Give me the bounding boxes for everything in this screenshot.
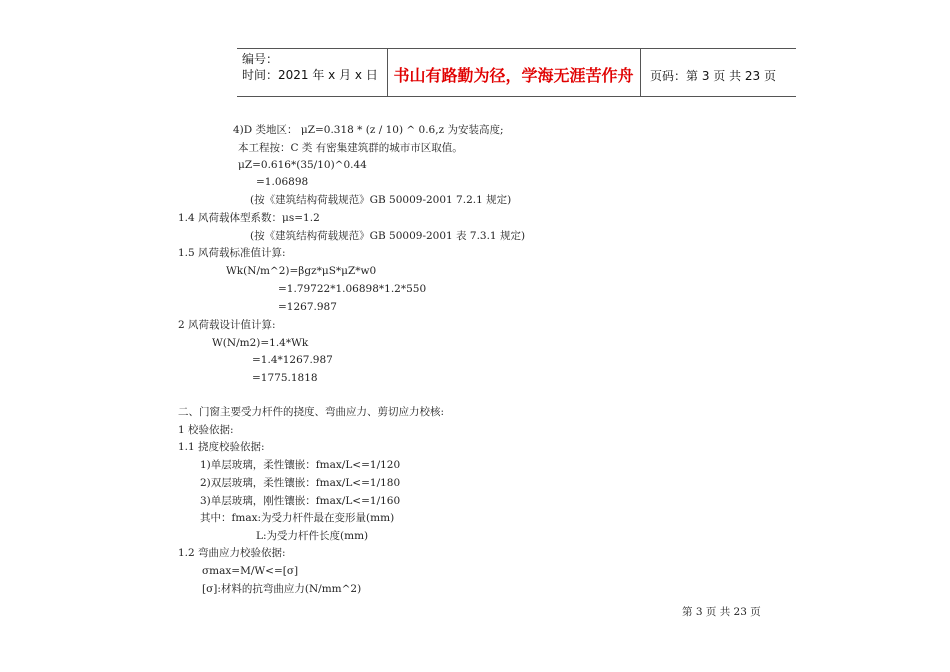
header-motto: 书山有路勤为径，学海无涯苦作舟 — [393, 66, 634, 85]
body-line: =1.79722*1.06898*1.2*550 — [278, 283, 427, 295]
body-line: W(N/m2)=1.4*Wk — [212, 337, 309, 349]
body-line: =1.4*1267.987 — [252, 354, 333, 366]
body-line: =1267.987 — [278, 301, 337, 313]
body-line: 2)双层玻璃，柔性镶嵌：fmax/L<=1/180 — [200, 477, 401, 489]
body-heading: 2 风荷载设计值计算: — [178, 319, 276, 331]
body-line: 3)单层玻璃，刚性镶嵌：fmax/L<=1/160 — [200, 495, 401, 507]
body-line: 其中：fmax:为受力杆件最在变形量(mm) — [200, 512, 395, 524]
body-line: [σ]:材料的抗弯曲应力(N/mm^2) — [202, 583, 362, 595]
header-number-label: 编号： — [242, 52, 279, 66]
body-line: (按《建筑结构荷载规范》GB 50009-2001 7.2.1 规定) — [250, 194, 512, 206]
body-line: μZ=0.616*(35/10)^0.44 — [238, 159, 367, 171]
body-heading: 1.1 挠度校验依据: — [178, 441, 265, 453]
body-heading: 1.4 风荷载体型系数：μs=1.2 — [178, 212, 320, 224]
body-line: =1775.1818 — [252, 372, 318, 384]
body-heading: 1 校验依据: — [178, 424, 234, 436]
body-line: σmax=M/W<=[σ] — [202, 565, 299, 577]
header-top-rule — [237, 48, 796, 49]
body-line: Wk(N/m^2)=βgz*μS*μZ*w0 — [226, 265, 377, 277]
header-bottom-rule — [237, 96, 796, 97]
body-heading: 1.5 风荷载标准值计算: — [178, 247, 286, 259]
footer-page-number: 第 3 页 共 23 页 — [682, 606, 761, 618]
body-heading: 1.2 弯曲应力校验依据: — [178, 547, 286, 559]
body-line: 1)单层玻璃，柔性镶嵌：fmax/L<=1/120 — [200, 459, 401, 471]
header-time-label: 时间：2021 年 x 月 x 日 — [242, 68, 378, 82]
body-line: L:为受力杆件长度(mm) — [256, 530, 369, 542]
section-heading: 二、门窗主要受力杆件的挠度、弯曲应力、剪切应力校核: — [178, 406, 445, 418]
body-line: 本工程按：C 类 有密集建筑群的城市市区取值。 — [238, 142, 463, 154]
header-page-info: 页码：第 3 页 共 23 页 — [650, 69, 776, 83]
body-line: 4)D 类地区： μZ=0.318 * (z / 10) ^ 0.6,z 为安装高度; — [233, 124, 504, 136]
body-line: (按《建筑结构荷载规范》GB 50009-2001 表 7.3.1 规定) — [250, 230, 526, 242]
header-divider-2 — [640, 48, 641, 96]
body-line: =1.06898 — [256, 176, 309, 188]
